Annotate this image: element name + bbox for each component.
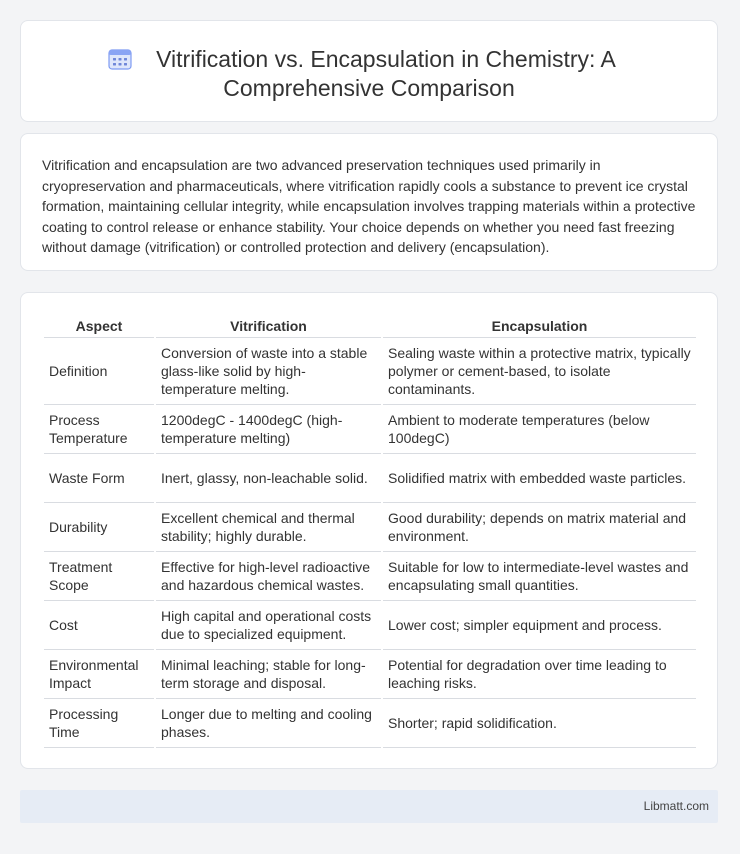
header-vitrification: Vitrification [156, 315, 381, 338]
cell-aspect: Processing Time [44, 699, 154, 748]
cell-vitrification: High capital and operational costs due to specialized equipment. [156, 601, 381, 650]
cell-encapsulation: Solidified matrix with embedded waste particles. [383, 454, 696, 503]
table-row [44, 650, 696, 699]
intro-paragraph: Vitrification and encapsulation are two advanced preservation techniques used primarily in cryopreservation and pharmaceuticals, where vitrification rapidly cools a substance to prevent ice crystal formation, maintaining cellular integrity, while encapsulation involves trapping materials within a protective coating to control release or enhance stability. Your choice depends on whether you need fast freezing without damage (vitrification) or controlled protection and delivery (encapsulation). [42, 157, 696, 255]
cell-vitrification: 1200degC - 1400degC (high-temperature melting) [156, 405, 381, 454]
cell-encapsulation: Lower cost; simpler equipment and process. [383, 601, 696, 650]
table-row [44, 405, 696, 454]
cell-encapsulation: Sealing waste within a protective matrix, typically polymer or cement-based, to isolate contaminants. [383, 338, 696, 405]
intro-card [20, 133, 718, 271]
footer-bar [20, 790, 718, 823]
cell-aspect: Process Temperature [44, 405, 154, 454]
table-row [44, 552, 696, 601]
cell-encapsulation: Ambient to moderate temperatures (below 100degC) [383, 405, 696, 454]
comparison-table [42, 315, 698, 748]
table-row [44, 601, 696, 650]
cell-encapsulation: Potential for degradation over time leading to leaching risks. [383, 650, 696, 699]
table-row [44, 338, 696, 405]
cell-aspect: Environmental Impact [44, 650, 154, 699]
cell-aspect: Waste Form [44, 454, 154, 503]
header-aspect: Aspect [44, 315, 154, 338]
cell-vitrification: Excellent chemical and thermal stability; highly durable. [156, 503, 381, 552]
cell-aspect: Treatment Scope [44, 552, 154, 601]
table-row [44, 503, 696, 552]
footer-brand-link[interactable]: Libmatt.com [643, 799, 709, 813]
header-encapsulation: Encapsulation [383, 315, 696, 338]
cell-aspect: Cost [44, 601, 154, 650]
table-header-row [44, 315, 696, 338]
cell-encapsulation: Good durability; depends on matrix material and environment. [383, 503, 696, 552]
cell-aspect: Definition [44, 338, 154, 405]
cell-vitrification: Conversion of waste into a stable glass-like solid by high-temperature melting. [156, 338, 381, 405]
cell-aspect: Durability [44, 503, 154, 552]
cell-vitrification: Longer due to melting and cooling phases. [156, 699, 381, 748]
cell-encapsulation: Suitable for low to intermediate-level wastes and encapsulating small quantities. [383, 552, 696, 601]
cell-vitrification: Minimal leaching; stable for long-term storage and disposal. [156, 650, 381, 699]
table-row [44, 454, 696, 503]
table-row [44, 699, 696, 748]
title-card [20, 20, 718, 122]
cell-encapsulation: Shorter; rapid solidification. [383, 699, 696, 748]
page-title-line-2: Comprehensive Comparison [223, 75, 515, 101]
comparison-card [20, 292, 718, 769]
cell-vitrification: Effective for high-level radioactive and hazardous chemical wastes. [156, 552, 381, 601]
page-title [21, 45, 717, 103]
page-title-line-1: Vitrification vs. Encapsulation in Chemistry: A [156, 46, 616, 72]
cell-vitrification: Inert, glassy, non-leachable solid. [156, 454, 381, 503]
